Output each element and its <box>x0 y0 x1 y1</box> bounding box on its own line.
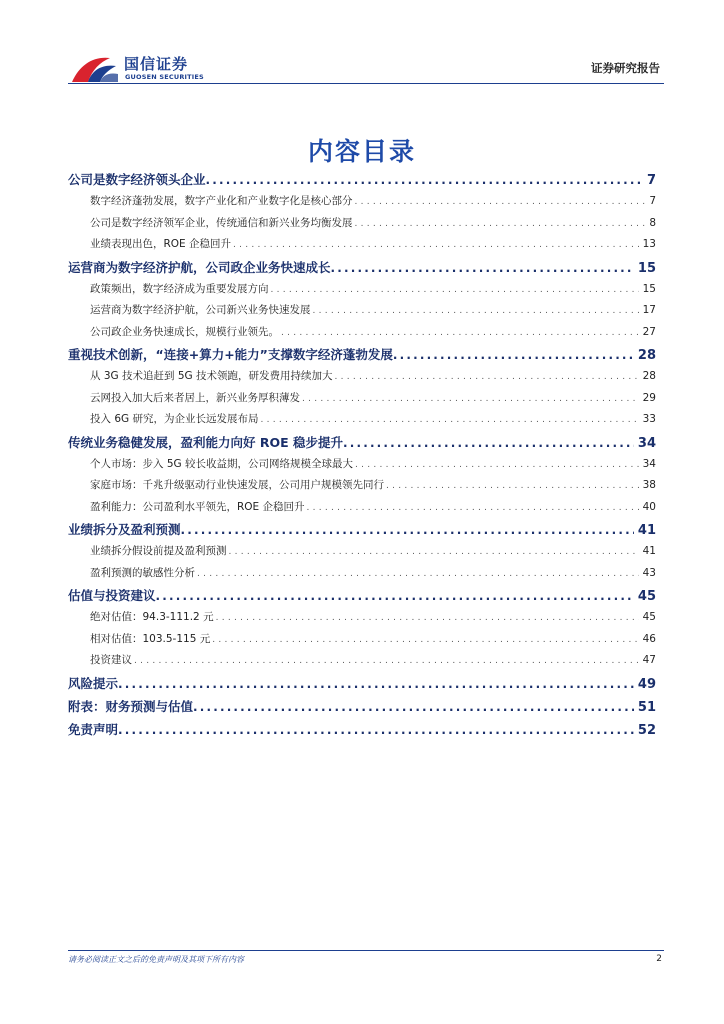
footer-divider <box>68 950 664 951</box>
page-number: 2 <box>656 954 662 964</box>
toc-entry-title: 免责声明 <box>68 721 119 737</box>
toc-entry-title: 重视技术创新，“连接+算力+能力”支撑数字经济蓬勃发展 <box>68 347 393 362</box>
toc-subsection-entry[interactable] <box>68 215 656 237</box>
toc-entry-page: 34 <box>642 457 656 470</box>
toc-entry-title: 相对估值：103.5-115 元 <box>90 632 211 645</box>
toc-subsection-entry[interactable] <box>68 324 656 346</box>
toc-entry-title: 运营商为数字经济护航，公司政企业务快速成长 <box>68 259 331 275</box>
toc-entry-page: 38 <box>642 479 656 491</box>
toc-section-entry[interactable] <box>68 258 656 281</box>
toc-entry-title: 附表：财务预测与估值 <box>68 698 194 714</box>
toc-leader-dots <box>259 415 639 425</box>
toc-leader-dots <box>118 677 634 691</box>
toc-entry-page: 45 <box>637 589 656 604</box>
toc-leader-dots <box>193 700 634 714</box>
toc-subsection-entry[interactable] <box>68 631 656 653</box>
toc-leader-dots <box>118 723 634 737</box>
report-type-label: 证券研究报告 <box>591 61 660 75</box>
disclaimer-note: 请务必阅读正文之后的免责声明及其项下所有内容 <box>68 955 244 964</box>
toc-entry-title: 业绩拆分及盈利预测 <box>68 522 181 537</box>
guosen-logo-icon <box>70 52 120 86</box>
toc-section-entry[interactable] <box>68 433 656 456</box>
toc-section-entry[interactable] <box>68 520 656 543</box>
toc-entry-page: 28 <box>637 348 656 363</box>
toc-subsection-entry[interactable] <box>68 411 656 433</box>
toc-entry-title: 传统业务稳健发展，盈利能力向好 ROE 稳步提升 <box>68 434 343 450</box>
toc-leader-dots <box>269 285 639 295</box>
toc-entry-page: 34 <box>637 435 656 451</box>
toc-leader-dots <box>353 460 639 470</box>
toc-leader-dots <box>156 589 634 603</box>
toc-entry-page: 33 <box>642 413 656 425</box>
toc-entry-title: 公司政企业务快速成长，规模行业领先。 <box>90 325 279 338</box>
toc-entry-title: 估值与投资建议 <box>68 588 156 603</box>
toc-leader-dots <box>332 372 638 382</box>
toc-leader-dots <box>214 613 639 623</box>
toc-subsection-entry[interactable] <box>68 390 656 412</box>
toc-subsection-entry[interactable] <box>68 499 656 521</box>
toc-leader-dots <box>195 569 639 579</box>
toc-leader-dots <box>353 219 646 229</box>
toc-section-entry[interactable] <box>68 674 656 697</box>
toc-entry-title: 政策频出，数字经济成为重要发展方向 <box>90 282 269 295</box>
toc-subsection-entry[interactable] <box>68 543 656 565</box>
toc-leader-dots <box>300 394 639 404</box>
toc-entry-page: 17 <box>642 304 656 316</box>
toc-entry-page: 28 <box>642 370 656 382</box>
toc-entry-title: 盈利能力：公司盈利水平领先，ROE 企稳回升 <box>90 500 305 513</box>
toc-entry-page: 13 <box>642 238 656 250</box>
toc-entry-page: 41 <box>637 523 656 538</box>
toc-entry-page: 52 <box>637 722 656 738</box>
toc-leader-dots <box>206 173 643 187</box>
toc-entry-title: 公司是数字经济领头企业 <box>68 172 206 187</box>
toc-subsection-entry[interactable] <box>68 281 656 303</box>
toc-entry-title: 绝对估值：94.3-111.2 元 <box>90 611 214 623</box>
page-header <box>0 0 724 90</box>
toc-subsection-entry[interactable] <box>68 368 656 390</box>
toc-entry-page: 7 <box>646 173 656 188</box>
toc-entry-page: 15 <box>637 260 656 276</box>
toc-entry-title: 业绩拆分假设前提及盈利预测 <box>90 545 227 557</box>
toc-entry-page: 8 <box>649 216 656 229</box>
toc-subsection-entry[interactable] <box>68 236 656 258</box>
toc-entry-page: 7 <box>649 195 656 207</box>
toc-entry-page: 41 <box>642 545 656 557</box>
toc-section-entry[interactable] <box>68 697 656 720</box>
toc-entry-title: 数字经济蓬勃发展，数字产业化和产业数字化是核心部分 <box>90 195 353 207</box>
logo-chinese-name: 国信证券 <box>124 55 189 73</box>
toc-entry-title: 盈利预测的敏感性分析 <box>90 566 195 579</box>
toc-section-entry[interactable] <box>68 586 656 609</box>
toc-entry-page: 47 <box>642 654 656 666</box>
header-divider <box>68 83 664 84</box>
toc-entry-title: 云网投入加大后来者居上，新兴业务厚积薄发 <box>90 391 300 404</box>
toc-entry-page: 51 <box>637 699 656 715</box>
toc-heading: 内容目录 <box>307 137 416 166</box>
toc-leader-dots <box>331 261 634 275</box>
toc-leader-dots <box>393 348 634 362</box>
toc-leader-dots <box>227 547 639 557</box>
toc-section-entry[interactable] <box>68 345 656 368</box>
toc-entry-page: 27 <box>642 325 656 338</box>
toc-entry-page: 15 <box>642 282 656 295</box>
toc-leader-dots <box>279 328 639 338</box>
toc-entry-title: 业绩表现出色，ROE 企稳回升 <box>90 238 232 250</box>
toc-entry-title: 投入 6G 研究，为企业长远发展布局 <box>90 413 259 425</box>
toc-entry-page: 49 <box>637 676 656 692</box>
toc-entry-page: 43 <box>642 566 656 579</box>
table-of-contents <box>68 170 656 743</box>
logo-english-name: GUOSEN SECURITIES <box>125 73 204 81</box>
toc-entry-title: 投资建议 <box>90 654 132 666</box>
toc-leader-dots <box>132 656 639 666</box>
toc-subsection-entry[interactable] <box>68 652 656 674</box>
toc-entry-title: 从 3G 技术追赶到 5G 技术领跑，研发费用持续加大 <box>90 370 333 382</box>
toc-leader-dots <box>343 436 634 450</box>
toc-entry-title: 风险提示 <box>68 675 119 691</box>
toc-leader-dots <box>311 306 639 316</box>
toc-leader-dots <box>384 481 639 491</box>
toc-entry-page: 40 <box>642 500 656 513</box>
toc-subsection-entry[interactable] <box>68 609 656 631</box>
toc-leader-dots <box>210 635 638 645</box>
toc-section-entry[interactable] <box>68 170 656 193</box>
toc-entry-title: 运营商为数字经济护航，公司新兴业务快速发展 <box>90 304 311 316</box>
toc-subsection-entry[interactable] <box>68 565 656 587</box>
toc-entry-page: 29 <box>642 391 656 404</box>
toc-subsection-entry[interactable] <box>68 477 656 499</box>
toc-leader-dots <box>305 503 639 513</box>
toc-entry-page: 46 <box>642 632 656 645</box>
toc-entry-title: 家庭市场：千兆升级驱动行业快速发展，公司用户规模领先同行 <box>90 479 384 491</box>
toc-leader-dots <box>353 197 646 207</box>
toc-entry-title: 个人市场：步入 5G 较长收益期，公司网络规模全球最大 <box>90 457 353 470</box>
toc-leader-dots <box>231 240 639 250</box>
toc-section-entry[interactable] <box>68 720 656 743</box>
toc-leader-dots <box>181 523 634 537</box>
toc-entry-page: 45 <box>642 611 656 623</box>
guosen-logo <box>70 52 220 86</box>
toc-subsection-entry[interactable] <box>68 302 656 324</box>
toc-subsection-entry[interactable] <box>68 193 656 215</box>
toc-subsection-entry[interactable] <box>68 456 656 478</box>
toc-entry-title: 公司是数字经济领军企业，传统通信和新兴业务均衡发展 <box>90 216 353 229</box>
